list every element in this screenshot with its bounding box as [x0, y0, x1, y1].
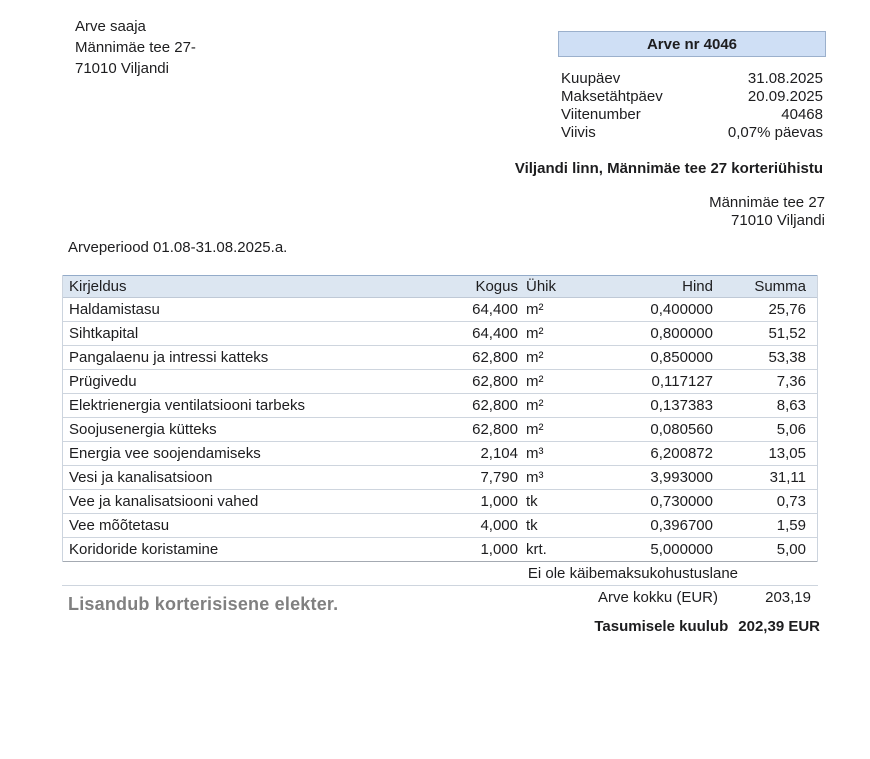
cell-sum: 8,63 — [776, 397, 806, 414]
cell-sum: 51,52 — [768, 325, 806, 342]
cell-quantity: 7,790 — [480, 469, 518, 486]
billing-period: Arveperiood 01.08-31.08.2025.a. — [68, 239, 288, 256]
table-row — [63, 394, 817, 418]
table-row — [63, 298, 817, 322]
table-row — [63, 346, 817, 370]
table-row — [63, 466, 817, 490]
meta-value-due-date: 20.09.2025 — [747, 88, 823, 105]
cell-sum: 31,11 — [769, 469, 806, 486]
cell-unit: m² — [526, 301, 544, 318]
col-header-unit: Ühik — [526, 278, 557, 295]
issuer-address — [709, 194, 825, 230]
cell-quantity: 62,800 — [472, 397, 518, 414]
cell-price: 0,850000 — [650, 349, 713, 366]
issuer-address-line2: 71010 Viljandi — [731, 212, 825, 229]
recipient-label: Arve saaja — [75, 18, 146, 35]
invoice-number-box — [558, 31, 826, 57]
invoice-total-label: Arve kokku (EUR) — [597, 589, 718, 606]
meta-label-reference: Viitenumber — [561, 106, 641, 123]
cell-quantity: 62,800 — [472, 421, 518, 438]
meta-row-due-date — [561, 88, 823, 106]
cell-price: 3,993000 — [650, 469, 713, 486]
cell-description: Prügivedu — [69, 373, 137, 390]
cell-description: Elektrienergia ventilatsiooni tarbeks — [69, 397, 305, 414]
cell-description: Energia vee soojendamiseks — [69, 445, 261, 462]
cell-quantity: 1,000 — [480, 541, 518, 558]
invoice-table — [62, 275, 818, 562]
cell-description: Vesi ja kanalisatsioon — [69, 469, 213, 486]
cell-unit: tk — [526, 517, 538, 534]
table-row — [63, 418, 817, 442]
cell-description: Haldamistasu — [69, 301, 160, 318]
table-row — [63, 442, 817, 466]
cell-unit: m³ — [526, 469, 544, 486]
invoice-number-title: Arve nr 4046 — [646, 35, 738, 53]
cell-quantity: 64,400 — [472, 325, 518, 342]
cell-sum: 13,05 — [768, 445, 806, 462]
cell-unit: krt. — [526, 541, 547, 558]
cell-unit: m² — [526, 421, 544, 438]
cell-sum: 5,06 — [776, 421, 806, 438]
cell-quantity: 1,000 — [480, 493, 518, 510]
table-row — [63, 370, 817, 394]
meta-row-reference — [561, 106, 823, 124]
cell-quantity: 4,000 — [480, 517, 518, 534]
meta-value-penalty: 0,07% päevas — [727, 124, 823, 141]
meta-row-penalty — [561, 124, 823, 142]
cell-unit: m² — [526, 325, 544, 342]
invoice-total-value: 203,19 — [765, 589, 811, 606]
amount-due-row — [594, 618, 820, 635]
cell-quantity: 62,800 — [472, 373, 518, 390]
amount-due-value: 202,39 EUR — [738, 618, 820, 635]
meta-label-due-date: Maksetähtpäev — [561, 88, 663, 105]
cell-price: 0,800000 — [650, 325, 713, 342]
issuer-address-line1: Männimäe tee 27 — [709, 194, 825, 211]
cell-sum: 0,73 — [776, 493, 806, 510]
cell-quantity: 62,800 — [472, 349, 518, 366]
cell-description: Soojusenergia kütteks — [69, 421, 217, 438]
cell-description: Vee ja kanalisatsiooni vahed — [69, 493, 259, 510]
cell-unit: m² — [526, 349, 544, 366]
table-header-row — [63, 275, 817, 298]
meta-value-reference: 40468 — [781, 106, 823, 123]
meta-label-date: Kuupäev — [561, 70, 621, 87]
cell-price: 0,730000 — [650, 493, 713, 510]
col-header-quantity: Kogus — [475, 278, 518, 295]
cell-sum: 5,00 — [776, 541, 806, 558]
col-header-price: Hind — [682, 278, 713, 295]
invoice-meta — [561, 70, 823, 142]
electricity-note: Lisandub korterisisene elekter. — [68, 594, 339, 614]
col-header-description: Kirjeldus — [69, 278, 127, 295]
cell-description: Sihtkapital — [69, 325, 139, 342]
cell-price: 0,137383 — [650, 397, 713, 414]
cell-unit: m² — [526, 397, 544, 414]
cell-price: 0,117127 — [651, 373, 713, 390]
vat-note-text: Ei ole käibemaksukohustuslane — [527, 565, 738, 582]
recipient-address-line2: 71010 Viljandi — [75, 60, 169, 77]
amount-due-label: Tasumisele kuulub — [594, 618, 729, 635]
meta-label-penalty: Viivis — [561, 124, 596, 141]
cell-price: 0,080560 — [650, 421, 713, 438]
issuer-name: Viljandi linn, Männimäe tee 27 korteriühistu — [514, 160, 823, 177]
cell-sum: 7,36 — [776, 373, 806, 390]
table-row — [63, 322, 817, 346]
cell-unit: m³ — [526, 445, 544, 462]
table-body — [63, 298, 817, 562]
meta-row-date — [561, 70, 823, 88]
col-header-sum: Summa — [754, 278, 806, 295]
cell-quantity: 64,400 — [472, 301, 518, 318]
cell-description: Pangalaenu ja intressi katteks — [69, 349, 269, 366]
cell-price: 6,200872 — [650, 445, 713, 462]
cell-unit: tk — [526, 493, 538, 510]
cell-price: 0,400000 — [650, 301, 713, 318]
recipient-block — [75, 16, 196, 79]
cell-sum: 25,76 — [768, 301, 806, 318]
cell-unit: m² — [526, 373, 544, 390]
table-row — [63, 490, 817, 514]
cell-sum: 53,38 — [768, 349, 806, 366]
cell-description: Koridoride koristamine — [69, 541, 219, 558]
table-row — [63, 514, 817, 538]
cell-description: Vee mõõtetasu — [69, 517, 170, 534]
cell-price: 5,000000 — [650, 541, 713, 558]
cell-sum: 1,59 — [776, 517, 806, 534]
meta-value-date: 31.08.2025 — [747, 70, 823, 87]
cell-quantity: 2,104 — [480, 445, 518, 462]
cell-price: 0,396700 — [650, 517, 713, 534]
table-row — [63, 538, 817, 562]
vat-note-row — [62, 562, 818, 586]
recipient-address-line1: Männimäe tee 27- — [75, 39, 196, 56]
